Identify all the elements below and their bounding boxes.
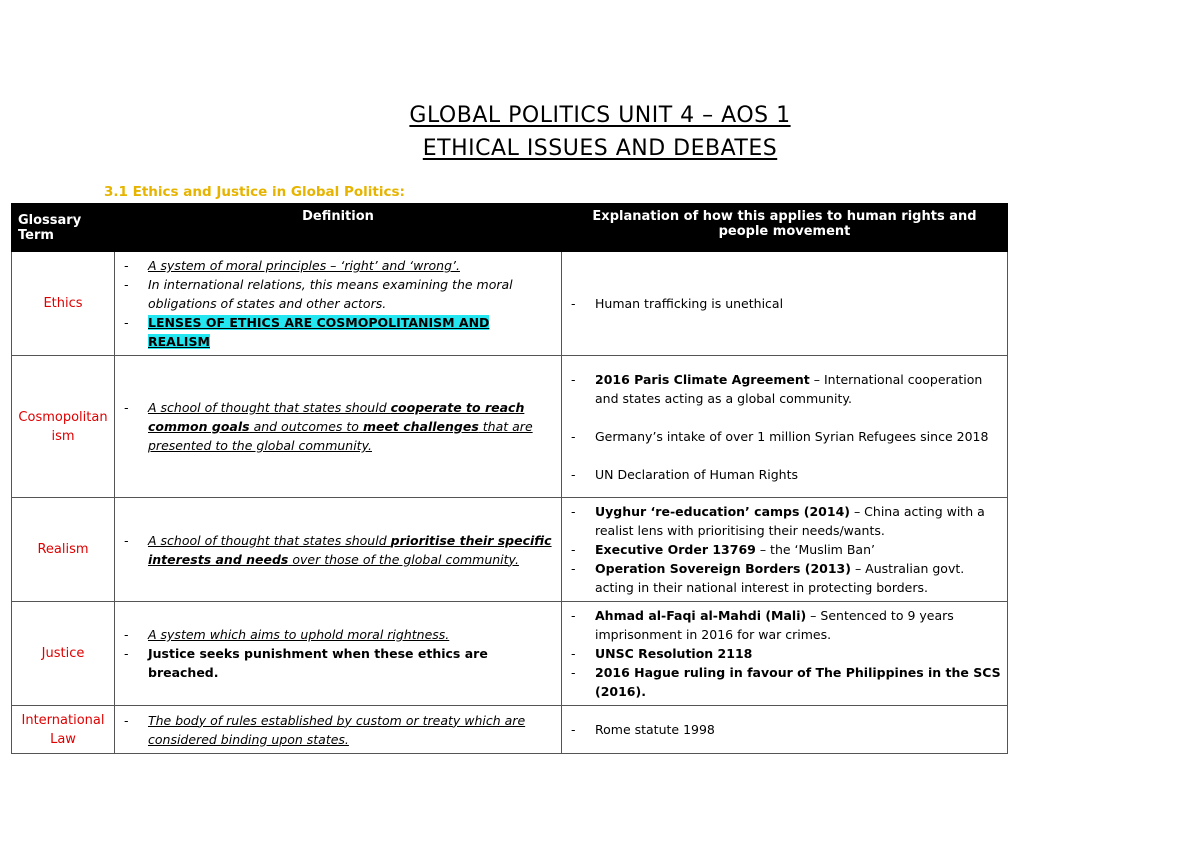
header-glossary-term: Glossary Term [12,204,115,252]
list-item: - Operation Sovereign Borders (2013) – Australian govt. acting in their national interest in protecting borders. [568,559,1001,597]
list-item: - Human trafficking is unethical [568,294,1001,313]
list-item: - In international relations, this means examining the moral obligations of states and other actors. [121,275,555,313]
section-heading: 3.1 Ethics and Justice in Global Politics: [104,184,405,200]
list-item: - A system which aims to uphold moral rightness. [121,625,555,644]
list-item: - A school of thought that states should cooperate to reach common goals and outcomes to meet challenges that are presented to the global community. [121,398,555,455]
term-ethics: Ethics [12,252,115,356]
header-explanation: Explanation of how this applies to human rights and people movement [562,204,1008,252]
explanation-cell [562,252,1008,356]
list-item: - Ahmad al-Faqi al-Mahdi (Mali) – Sentenced to 9 years imprisonment in 2016 for war crimes. [568,606,1001,644]
list-item: - A system of moral principles – ‘right’ and ‘wrong’. [121,256,555,275]
list-item: - The body of rules established by custom or treaty which are considered binding upon states. [121,711,555,749]
list-item: - UN Declaration of Human Rights [568,465,1001,484]
term-justice: Justice [12,602,115,706]
list-item: - Germany’s intake of over 1 million Syrian Refugees since 2018 [568,427,1001,446]
table-row [12,356,1008,498]
document-title-line-1: GLOBAL POLITICS UNIT 4 – AOS 1 [409,103,791,128]
term-cosmopolitanism: Cosmopolitanism [12,356,115,498]
table-row [12,602,1008,706]
explanation-cell [562,706,1008,754]
list-item: - 2016 Paris Climate Agreement – International cooperation and states acting as a global community. [568,370,1001,408]
list-item: - Justice seeks punishment when these ethics are breached. [121,644,555,682]
list-item [121,313,555,351]
list-item: - Uyghur ‘re-education’ camps (2014) – China acting with a realist lens with prioritising their needs/wants. [568,502,1001,540]
explanation-cell [562,356,1008,498]
document-title-line-2: ETHICAL ISSUES AND DEBATES [422,136,778,161]
table-row [12,498,1008,602]
list-item: - A school of thought that states should prioritise their specific interests and needs over those of the global community. [121,531,555,569]
list-item: - UNSC Resolution 2118 [568,644,1001,663]
definition-cell [115,498,562,602]
table-row [12,252,1008,356]
term-realism: Realism [12,498,115,602]
definition-cell [115,252,562,356]
definition-cell [115,356,562,498]
list-item: - 2016 Hague ruling in favour of The Philippines in the SCS (2016). [568,663,1001,701]
list-item: - Executive Order 13769 – the ‘Muslim Ban’ [568,540,1001,559]
explanation-cell [562,602,1008,706]
table-row [12,706,1008,754]
highlighted-text: LENSES OF ETHICS ARE COSMOPOLITANISM AND REALISM [148,315,490,349]
glossary-table [11,203,1008,754]
term-international-law: International Law [12,706,115,754]
list-item: - Rome statute 1998 [568,720,1001,739]
definition-cell [115,602,562,706]
definition-cell [115,706,562,754]
header-definition: Definition [115,204,562,252]
table-header-row [12,204,1008,252]
explanation-cell [562,498,1008,602]
